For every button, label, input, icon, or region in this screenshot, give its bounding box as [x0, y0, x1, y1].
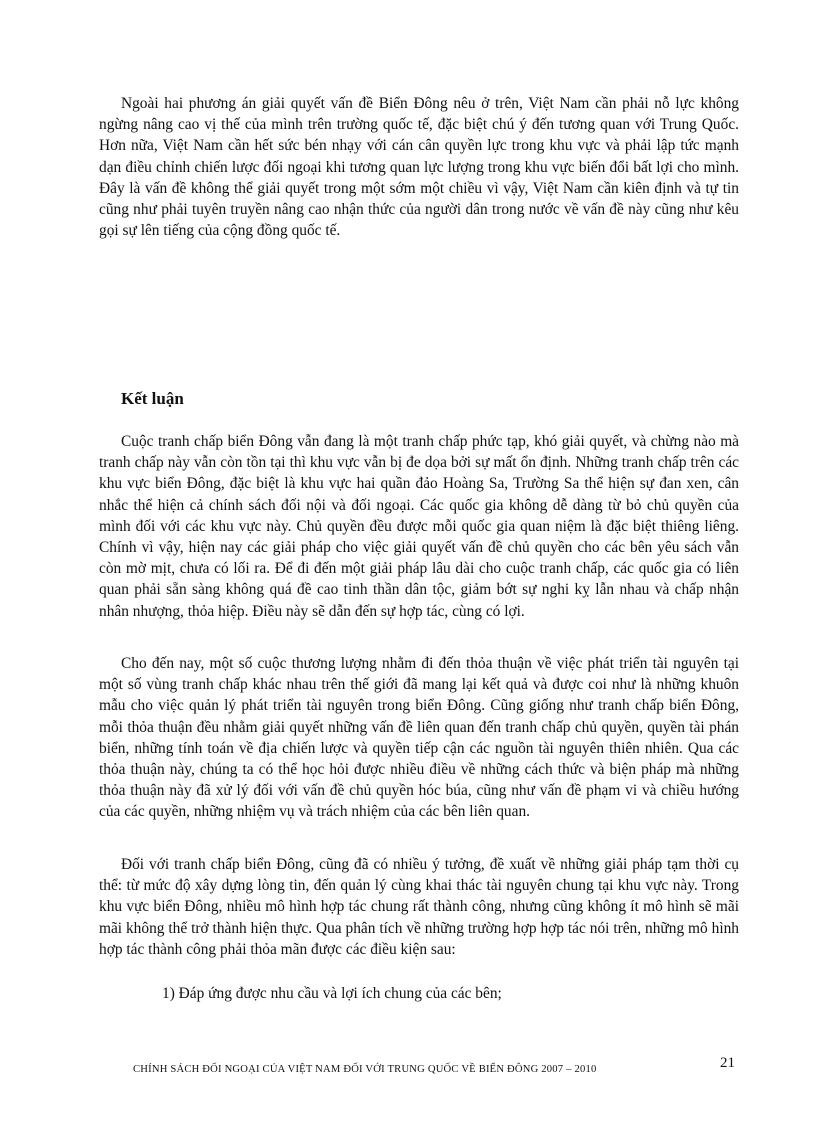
- paragraph-intro: Ngoài hai phương án giải quyết vấn đề Biển Đông nêu ở trên, Việt Nam cần phải nỗ lực không ngừng nâng cao vị thế của mình trên trường quốc tế, đặc biệt chú ý đến tương quan với Trung Quốc. Hơn nữa, Việt Nam cần hết sức bén nhạy với cán cân quyền lực trong khu vực và phải lập tức mạnh dạn điều chỉnh chiến lược đối ngoại khi tương quan lực lượng trong khu vực biến đổi bất lợi cho mình. Đây là vấn đề không thể giải quyết trong một sớm một chiều vì vậy, Việt Nam cần kiên định và tự tin cũng như phải tuyên truyền nâng cao nhận thức của người dân trong nước về vấn đề này cũng như kêu gọi sự lên tiếng của cộng đồng quốc tế.: [99, 95, 739, 240]
- page-footer: [133, 1055, 743, 1077]
- paragraph-conclusion-3: Đối với tranh chấp biển Đông, cũng đã có nhiều ý tưởng, đề xuất về những giải pháp tạm thời cụ thể: từ mức độ xây dựng lòng tin, đến quản lý cùng khai thác tài nguyên chung tại khu vực này. Trong khu vực biển Đông, nhiều mô hình hợp tác chung rất thành công, nhưng cũng không ít mô hình sẽ mãi mãi không thể trở thành hiện thực. Qua phân tích về những trường hợp hợp tác nói trên, những mô hình hợp tác thành công phải thỏa mãn được các điều kiện sau:: [99, 856, 739, 958]
- footer-title: CHÍNH SÁCH ĐỐI NGOẠI CỦA VIỆT NAM ĐỐI VỚI TRUNG QUỐC VỀ BIỂN ĐÔNG 2007 – 2010: [133, 1064, 597, 1075]
- paragraph-conclusion-2: Cho đến nay, một số cuộc thương lượng nhằm đi đến thỏa thuận về việc phát triển tài nguyên tại một số vùng tranh chấp khác nhau trên thế giới đã mang lại kết quả và được coi như là những khuôn mẫu cho việc quản lý phát triển tài nguyên trong biển Đông. Cũng giống như tranh chấp biển Đông, mỗi thỏa thuận đều nhằm giải quyết những vấn đề liên quan đến tranh chấp chủ quyền, quyền tài phán biển, những tính toán về địa chiến lược và quyền tiếp cận các nguồn tài nguyên thiên nhiên. Qua các thỏa thuận này, chúng ta có thể học hỏi được nhiều điều về những cách thức và biện pháp mà những thỏa thuận này đã xử lý đối với vấn đề chủ quyền hóc búa, cũng như vấn đề phạm vi và chiều hướng của các quyền, những nhiệm vụ và trách nhiệm của các bên liên quan.: [99, 655, 739, 821]
- paragraph-conclusion-1: Cuộc tranh chấp biển Đông vẫn đang là một tranh chấp phức tạp, khó giải quyết, và chừng nào mà tranh chấp này vẫn còn tồn tại thì khu vực vẫn bị đe dọa bởi sự mất ổn định. Những tranh chấp trên các khu vực biển Đông, đặc biệt là khu vực hai quần đảo Hoàng Sa, Trường Sa thể hiện sự đan xen, cân nhắc thể hiện cả chính sách đối nội và đối ngoại. Các quốc gia không dễ dàng từ bỏ chủ quyền của mình đối với các khu vực này. Chủ quyền đều được mỗi quốc gia quan niệm là đặc biệt thiêng liêng. Chính vì vậy, hiện nay các giải pháp cho việc giải quyết vấn đề chủ quyền cho các bên yêu sách vẫn còn mờ mịt, chưa có lối ra. Để đi đến một giải pháp lâu dài cho cuộc tranh chấp, các quốc gia có liên quan phải sẵn sàng không quá đề cao tinh thần dân tộc, giảm bớt sự nghi kỵ lẫn nhau và chấp nhận nhân nhượng, thỏa hiệp. Điều này sẽ dẫn đến sự hợp tác, cùng có lợi.: [99, 433, 739, 620]
- section-heading-conclusion: Kết luận: [121, 389, 184, 408]
- list-item-condition-1: 1) Đáp ứng được nhu cầu và lợi ích chung của các bên;: [162, 985, 502, 1002]
- page-number: 21: [720, 1055, 735, 1071]
